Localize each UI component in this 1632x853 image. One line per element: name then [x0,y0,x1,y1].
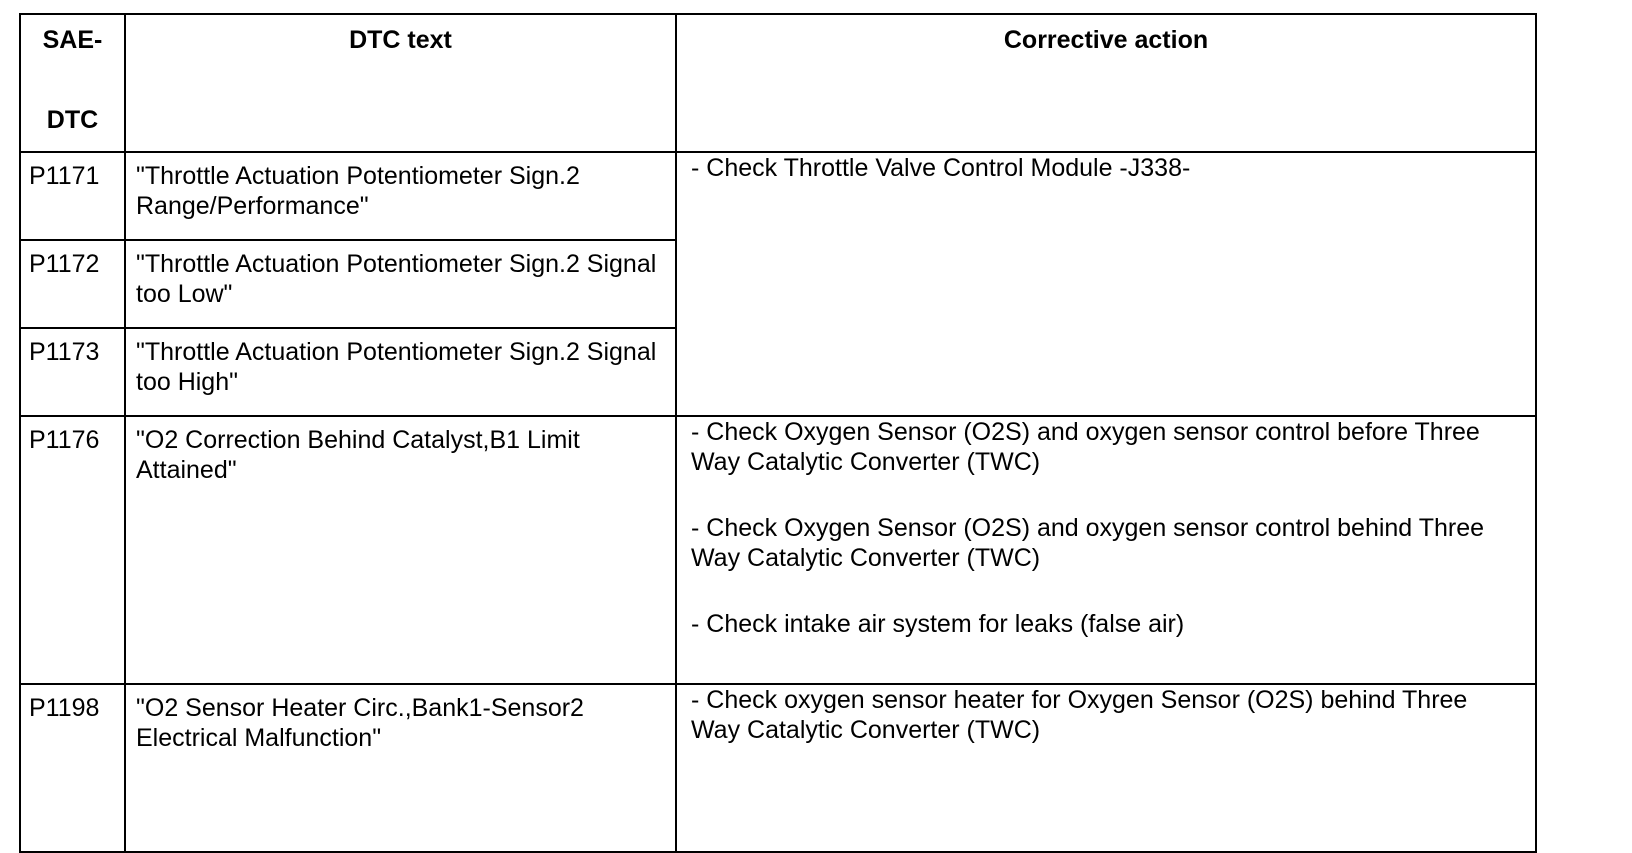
dtc-description: "Throttle Actuation Potentiometer Sign.2 Signal too High" [125,328,676,416]
corrective-action-item: - Check intake air system for leaks (false air) [691,610,1185,638]
dtc-code: P1176 [20,416,125,684]
table-row [20,684,1536,852]
corrective-action-item: - Check Oxygen Sensor (O2S) and oxygen sensor control before Three Way Catalytic Converter (TWC) [691,418,1480,476]
corrective-action-cell [676,684,1536,852]
header-corrective-action: Corrective action [676,14,1536,152]
table-row [20,152,1536,240]
table-row [20,416,1536,684]
corrective-action-cell [676,152,1536,416]
header-row [20,14,1536,152]
dtc-code: P1171 [20,152,125,240]
dtc-description: "O2 Sensor Heater Circ.,Bank1-Sensor2 Electrical Malfunction" [125,684,676,852]
header-sae-line2: DTC [46,106,99,134]
dtc-description: "O2 Correction Behind Catalyst,B1 Limit Attained" [125,416,676,684]
corrective-action-item: - Check Throttle Valve Control Module -J338- [691,154,1191,182]
dtc-description: "Throttle Actuation Potentiometer Sign.2 Range/Performance" [125,152,676,240]
dtc-code: P1172 [20,240,125,328]
corrective-action-item: - Check oxygen sensor heater for Oxygen Sensor (O2S) behind Three Way Catalytic Converter (TWC) [691,686,1468,744]
header-sae-line1: SAE- [42,26,103,54]
dtc-code: P1173 [20,328,125,416]
corrective-action-cell [676,416,1536,684]
dtc-table [19,13,1537,853]
dtc-code: P1198 [20,684,125,852]
corrective-action-item: - Check Oxygen Sensor (O2S) and oxygen sensor control behind Three Way Catalytic Converter (TWC) [691,514,1485,572]
header-dtc-text: DTC text [125,14,676,152]
dtc-description: "Throttle Actuation Potentiometer Sign.2 Signal too Low" [125,240,676,328]
header-sae-dtc [20,14,125,152]
